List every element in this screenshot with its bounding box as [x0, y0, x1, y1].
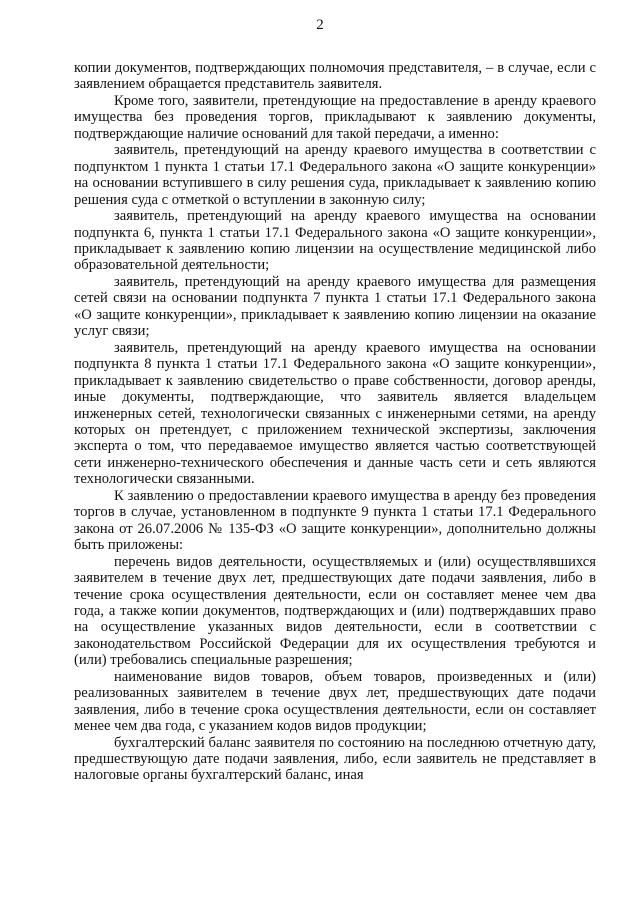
paragraph-5: заявитель, претендующий на аренду краевого имущества для размещения сетей связи на основании подпункта 7 пункта 1 статьи 17.1 Федерального закона «О защите конкуренции», прикладывает к заявлению копию лицензии на оказание услуг связи; — [74, 273, 596, 340]
paragraph-7: К заявлению о предоставлении краевого имущества в аренду без проведения торгов в случае, установленном в подпункте 9 пункта 1 статьи 17.1 Федерального закона от 26.07.2006 № 135-ФЗ «О защите конкуренции», дополнительно должны быть приложены: — [74, 487, 596, 554]
paragraph-3: заявитель, претендующий на аренду краевого имущества в соответствии с подпунктом 1 пункта 1 статьи 17.1 Федерального закона «О защите конкуренции» на основании вступившего в силу решения суда, прикладывает к заявлению копию решения суда с отметкой о вступлении в законную силу; — [74, 142, 596, 208]
document-body — [74, 60, 596, 784]
paragraph-2: Кроме того, заявители, претендующие на предоставление в аренду краевого имущества без проведения торгов, прикладывают к заявлению документы, подтверждающие наличие оснований для такой передачи, а именно: — [74, 92, 596, 142]
paragraph-10: бухгалтерский баланс заявителя по состоянию на последнюю отчетную дату, предшествующую дате подачи заявления, либо, если заявитель не представляет в налоговые органы бухгалтерский баланс, иная — [74, 734, 596, 784]
paragraph-9: наименование видов товаров, объем товаров, произведенных и (или) реализованных заявителем в течение двух лет, предшествующих дате подачи заявления, либо в течение срока осуществления деятельности, если он составляет менее чем два года, с указанием кодов видов продукции; — [74, 668, 596, 735]
page-number: 2 — [316, 17, 324, 33]
paragraph-4: заявитель, претендующий на аренду краевого имущества на основании подпункта 6, пункта 1 статьи 17.1 Федерального закона «О защите конкуренции», прикладывает к заявлению копию лицензии на осуществление медицинской либо образовательной деятельности; — [74, 208, 596, 274]
paragraph-1: копии документов, подтверждающих полномочия представителя, – в случае, если с заявлением обращается представитель заявителя. — [74, 60, 596, 93]
paragraph-8: перечень видов деятельности, осуществляемых и (или) осуществлявшихся заявителем в течение двух лет, предшествующих дате подачи заявления, либо в течение срока осуществления деятельности, если он составляет менее чем два года, а также копии документов, подтверждающих и (или) подтверждавших право на осуществление указанных видов деятельности, если в соответствии с законодательством Российской Федерации для их осуществления требуются и (или) требовались специальные разрешения; — [74, 553, 596, 669]
paragraph-6: заявитель, претендующий на аренду краевого имущества на основании подпункта 8 пункта 1 статьи 17.1 Федерального закона «О защите конкуренции», прикладывает к заявлению свидетельство о праве собственности, договор аренды, иные документы, подтверждающие, что заявитель является владельцем инженерных сетей, технологически связанных с инженерными сетями, на аренду которых он претендует, с приложением технической экспертизы, заключения эксперта о том, что передаваемое имущество является частью соответствующей сети инженерно-технического обеспечения и данные часть сети и сеть являются технологически связанными. — [74, 339, 596, 488]
